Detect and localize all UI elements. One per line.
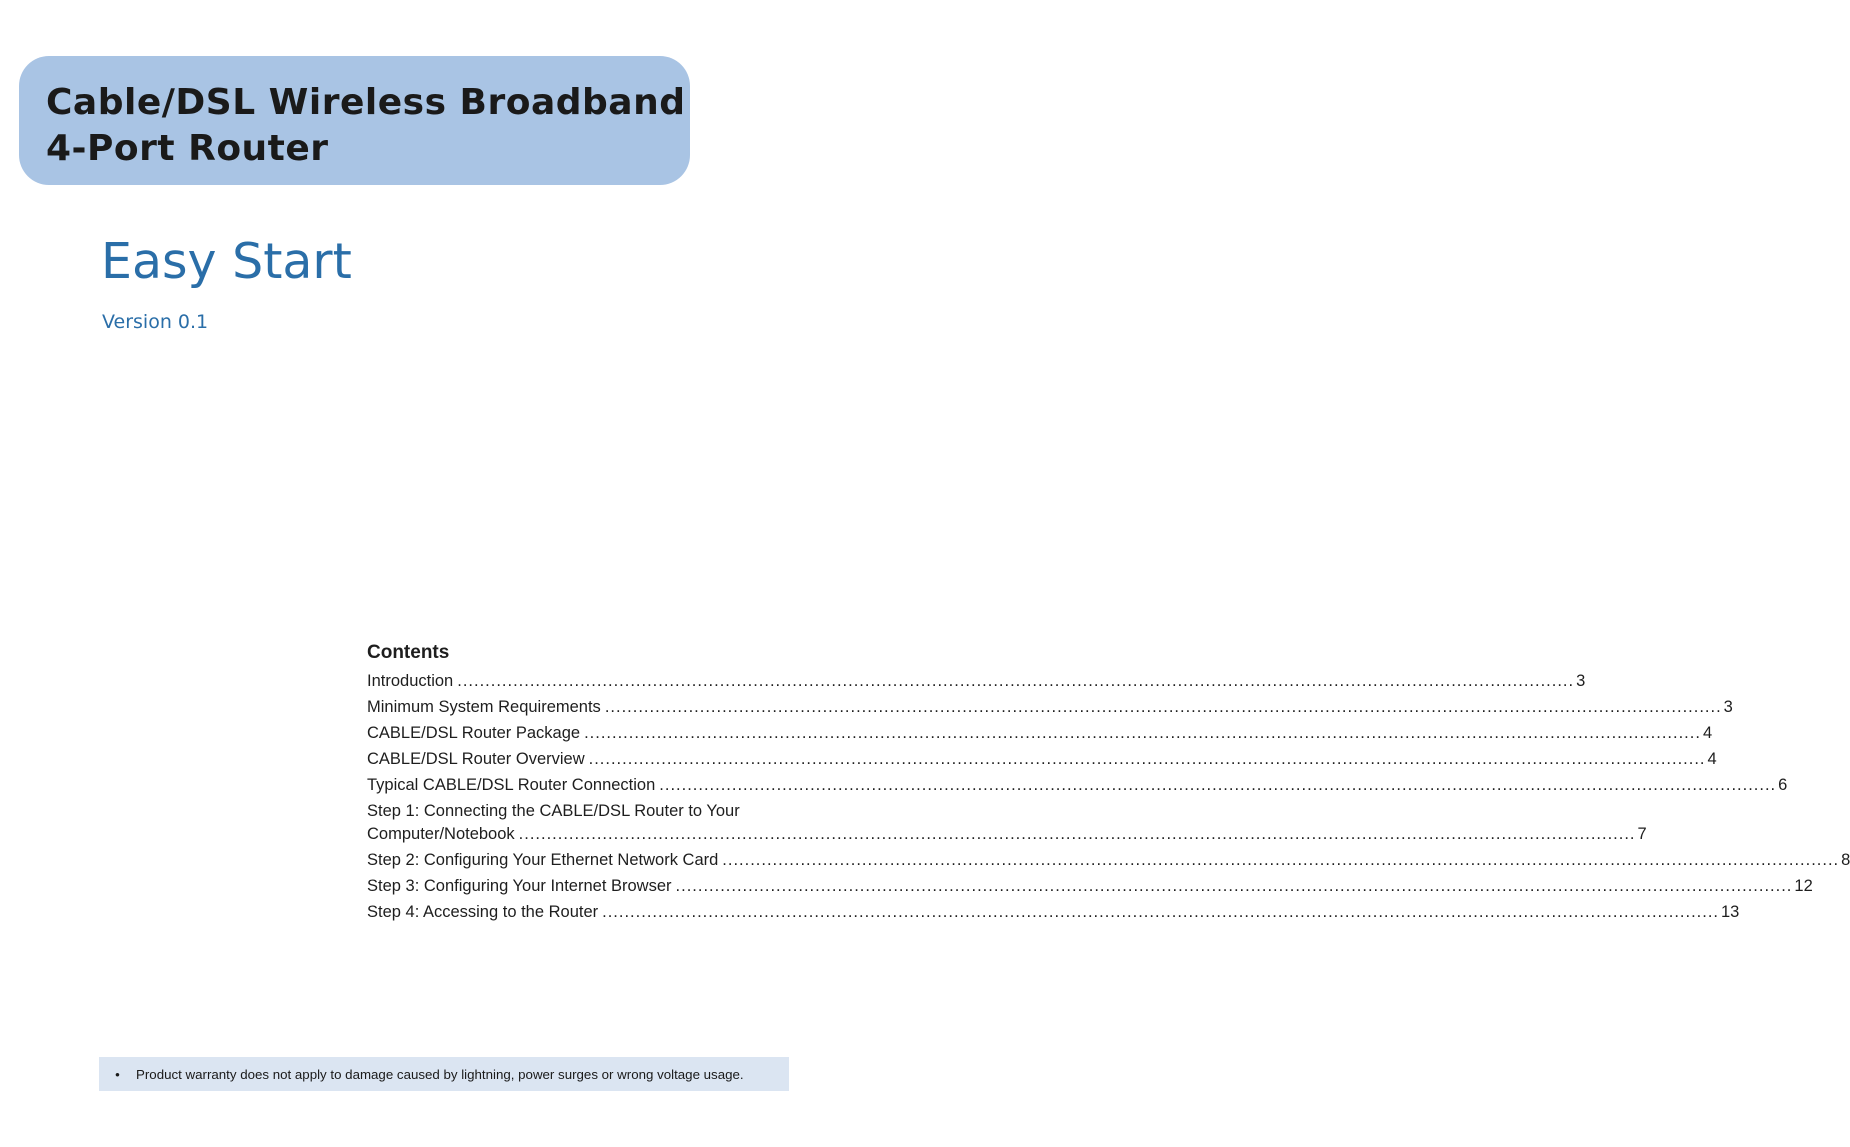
- product-title-line-2: 4-Port Router: [46, 128, 329, 169]
- toc-entry-introduction[interactable]: [367, 668, 1586, 694]
- toc-entry-page: 12: [1794, 877, 1813, 895]
- toc-entry-step-4[interactable]: [367, 899, 1740, 925]
- toc-entry-page: 4: [1707, 750, 1717, 768]
- toc-dot-leader: ........................................................................................................................................................................................................: [584, 724, 1701, 742]
- table-of-contents: [367, 640, 1850, 925]
- toc-entry-step-3[interactable]: [367, 873, 1813, 899]
- toc-entry-text: Introduction: [367, 672, 454, 690]
- toc-heading: Contents: [367, 642, 450, 663]
- toc-entry-page: 6: [1778, 776, 1788, 794]
- toc-entry-page: 8: [1841, 851, 1850, 869]
- toc-entry-router-package[interactable]: [367, 720, 1713, 746]
- product-title-line-1: Cable/DSL Wireless Broadband: [46, 82, 686, 123]
- toc-dot-leader: ........................................................................................................................................................................................................: [518, 825, 1636, 843]
- toc-entry-text: CABLE/DSL Router Overview: [367, 750, 585, 768]
- toc-entry-page: 13: [1721, 903, 1740, 921]
- toc-entry-text: Minimum System Requirements: [367, 698, 601, 716]
- toc-entry-text-line-1: Step 1: Connecting the CABLE/DSL Router to Your: [367, 802, 740, 820]
- toc-entry-text: Computer/Notebook: [367, 825, 515, 843]
- toc-entry-text: Step 2: Configuring Your Ethernet Network Card: [367, 851, 719, 869]
- toc-dot-leader: ........................................................................................................................................................................................................: [675, 877, 1793, 895]
- bullet-icon: •: [115, 1066, 120, 1082]
- toc-entry-text: Step 3: Configuring Your Internet Browser: [367, 877, 672, 895]
- document-version: Version 0.1: [102, 311, 209, 333]
- toc-entry-text: Typical CABLE/DSL Router Connection: [367, 776, 656, 794]
- toc-entry-router-connection[interactable]: [367, 772, 1788, 798]
- toc-entry-step-2[interactable]: [367, 847, 1850, 873]
- toc-entry-text: CABLE/DSL Router Package: [367, 724, 581, 742]
- toc-dot-leader: ........................................................................................................................................................................................................: [722, 851, 1840, 869]
- toc-entry-text: Step 4: Accessing to the Router: [367, 903, 599, 921]
- toc-dot-leader: ........................................................................................................................................................................................................: [604, 698, 1722, 716]
- document-title: Easy Start: [101, 233, 352, 290]
- toc-entry-page: 3: [1576, 672, 1586, 690]
- toc-entry-page: 4: [1702, 724, 1713, 742]
- toc-entry-system-requirements[interactable]: [367, 694, 1733, 720]
- toc-dot-leader: ........................................................................................................................................................................................................: [602, 903, 1719, 921]
- toc-entry-router-overview[interactable]: [367, 746, 1717, 772]
- title-banner: [19, 56, 690, 185]
- toc-entry-page: 7: [1637, 825, 1647, 843]
- toc-entry-step-1[interactable]: [367, 798, 1647, 847]
- toc-entry-page: 3: [1723, 698, 1733, 716]
- toc-dot-leader: ........................................................................................................................................................................................................: [659, 776, 1777, 794]
- toc-dot-leader: ........................................................................................................................................................................................................: [457, 672, 1575, 690]
- warranty-notice-text: Product warranty does not apply to damage caused by lightning, power surges or wrong voltage usage.: [136, 1066, 744, 1082]
- toc-dot-leader: ........................................................................................................................................................................................................: [588, 750, 1706, 768]
- warranty-notice: [99, 1057, 789, 1091]
